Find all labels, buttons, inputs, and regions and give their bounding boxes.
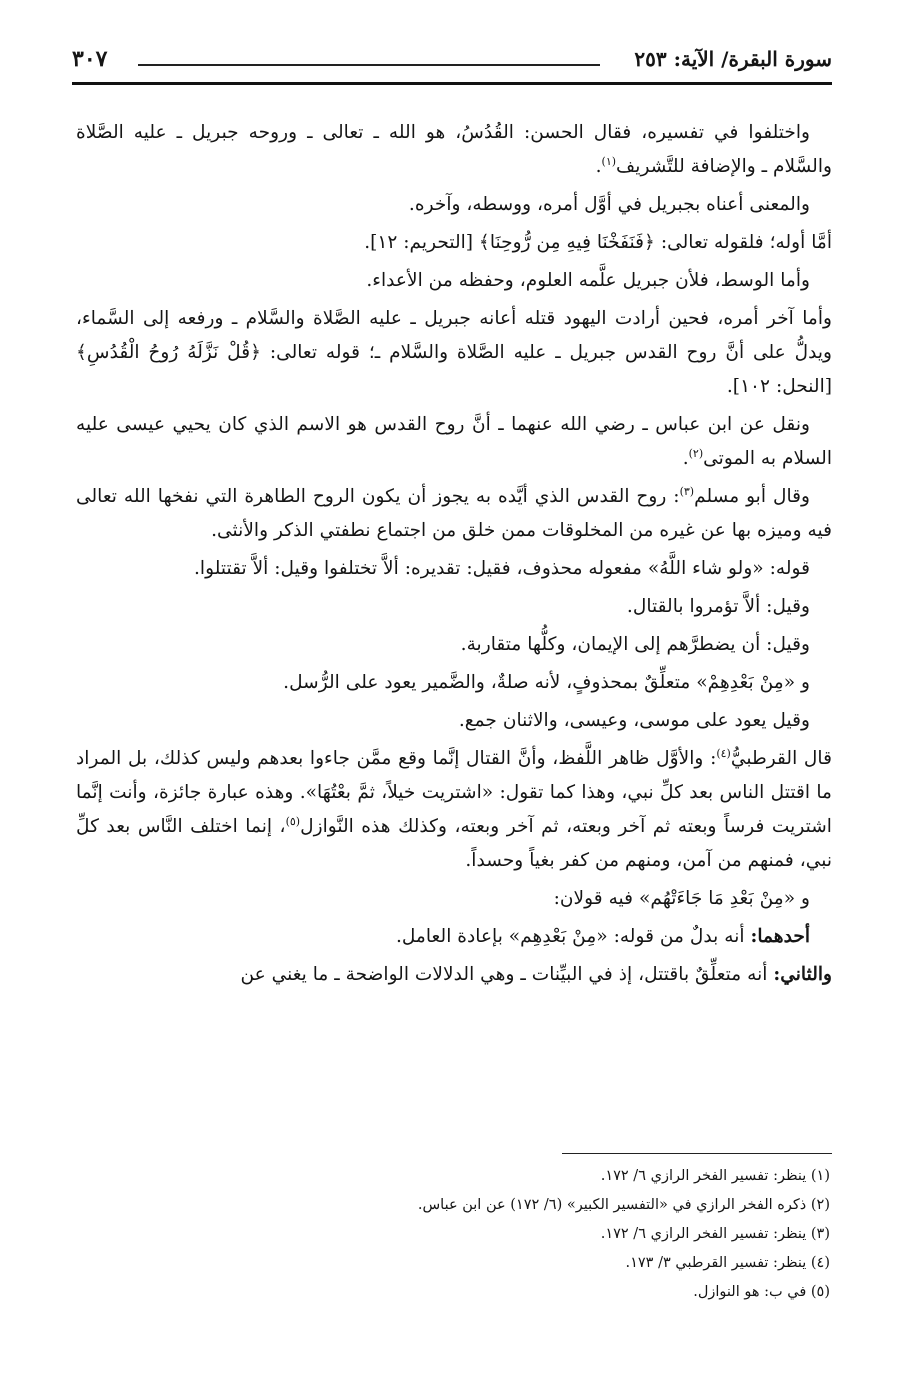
paragraph: و «مِنْ بَعْدِهِمْ» متعلِّقٌ بمحذوفٍ، لأنه صلةٌ، والضَّمير يعود على الرُّسل.	[283, 672, 810, 693]
footnote-ref: (٥)	[285, 814, 301, 828]
point-label: أحدهما:	[750, 926, 810, 947]
paragraph: وأما الوسط، فلأن جبريل علَّمه العلوم، وحفظه من الأعداء.	[366, 270, 810, 291]
footnote-separator	[562, 1153, 832, 1154]
paragraph: قال القرطبيُّ$^{(٤)}$: والأوَّل ظاهر اللَّفظ، وأنَّ القتال إنَّما وقع ممَّن جاءوا بعدهم وليس كذلك، بل المراد ما اقتتل الناس بعد كلِّ نبي، وهذا كما تقول: «اشتريت خيلاً، ثمَّ بعْتُهَا». وهذه عبارة جائزة، وأنت إنَّما اشتريت فرساً وبعته ثم آخر وبعته، ثم آخر وبعته، وكذلك هذه النَّوازل$^{(٥)}$، إنما اختلف النَّاس بعد كلِّ نبي، فمنهم من آمن، ومنهم من كفر بغياً وحسداً.	[76, 746, 832, 871]
paragraph: واختلفوا في تفسيره، فقال الحسن: القُدُسُ، هو الله ـ تعالى ـ وروحه جبريل ـ عليه الصَّلاة والسَّلام ـ والإضافة للتَّشريف$^{(١)}$.	[76, 122, 832, 177]
surah-reference: سورة البقرة/ الآية: ٢٥٣	[634, 47, 832, 71]
paragraph: و «مِنْ بَعْدِ مَا جَاءَتْهُم» فيه قولان:	[553, 888, 810, 909]
paragraph: قوله: «ولو شاء اللَّهُ» مفعوله محذوف، فقيل: تقديره: ألاَّ تختلفوا وقيل: ألاَّ تقتتلوا.	[194, 558, 810, 579]
footnote: (٣) ينظر: تفسير الفخر الرازي ٦/ ١٧٢.	[600, 1226, 830, 1242]
point-label: والثاني:	[773, 964, 832, 985]
paragraph: وقال أبو مسلم$^{(٣)}$: روح القدس الذي أيَّده به يجوز أن يكون الروح الطاهرة التي نفخها الله تعالى فيه وميزه بها عن غيره من المخلوقات ممن خلق من اجتماع نطفتي الذكر والأنثى.	[76, 484, 832, 541]
footnote-ref: (١)	[601, 154, 617, 168]
footnote-ref: (٢)	[688, 446, 704, 460]
paragraph: أمَّا أوله؛ فلقوله تعالى: ﴿فَنَفَخْنَا فِيهِ مِن رُّوحِنَا﴾ [التحريم: ١٢].	[364, 232, 832, 253]
paragraph: وقيل: أن يضطرَّهم إلى الإيمان، وكلُّها متقاربة.	[460, 634, 810, 655]
footnote: (٢) ذكره الفخر الرازي في «التفسير الكبير» (٦/ ١٧٢) عن ابن عباس.	[417, 1197, 830, 1213]
paragraph: ونقل عن ابن عباس ـ رضي الله عنهما ـ أنَّ روح القدس هو الاسم الذي كان يحيي عيسى عليه السلام به الموتى$^{(٢)}$.	[76, 414, 832, 469]
header-dash-line	[138, 64, 600, 66]
footnote: (١) ينظر: تفسير الفخر الرازي ٦/ ١٧٢.	[600, 1168, 830, 1184]
page-number: ٣٠٧	[72, 46, 108, 72]
running-header	[72, 40, 832, 86]
paragraph: وقيل: ألاَّ تؤمروا بالقتال.	[626, 596, 810, 617]
paragraph: وأما آخر أمره، فحين أرادت اليهود قتله أعانه جبريل ـ عليه الصَّلاة والسَّلام ـ ورفعه إلى السَّماء، ويدلُّ على أنَّ روح القدس جبريل ـ عليه الصَّلاة والسَّلام ـ؛ قوله تعالى: ﴿قُلْ نَزَّلَهُ رُوحُ الْقُدُسِ﴾ [النحل: ١٠٢].	[76, 308, 832, 397]
paragraph: والثاني: أنه متعلِّقٌ باقتتل، إذ في البيِّنات ـ وهي الدلالات الواضحة ـ ما يغني عن	[240, 964, 832, 985]
footnote-ref: (٤)	[716, 746, 731, 760]
footnote-ref: (٣)	[679, 484, 695, 498]
footnote: (٥) في ب: هو النوازل.	[693, 1284, 830, 1300]
main-text	[76, 116, 832, 996]
paragraph: أحدهما: أنه بدلٌ من قوله: «مِنْ بَعْدِهِم» بإعادة العامل.	[395, 926, 810, 947]
footnotes	[76, 1162, 832, 1307]
paragraph: والمعنى أعناه بجبريل في أوَّل أمره، ووسطه، وآخره.	[408, 194, 810, 215]
footnote: (٤) ينظر: تفسير القرطبي ٣/ ١٧٣.	[625, 1255, 830, 1271]
paragraph: وقيل يعود على موسى، وعيسى، والاثنان جمع.	[458, 710, 810, 731]
header-rule	[72, 82, 832, 85]
